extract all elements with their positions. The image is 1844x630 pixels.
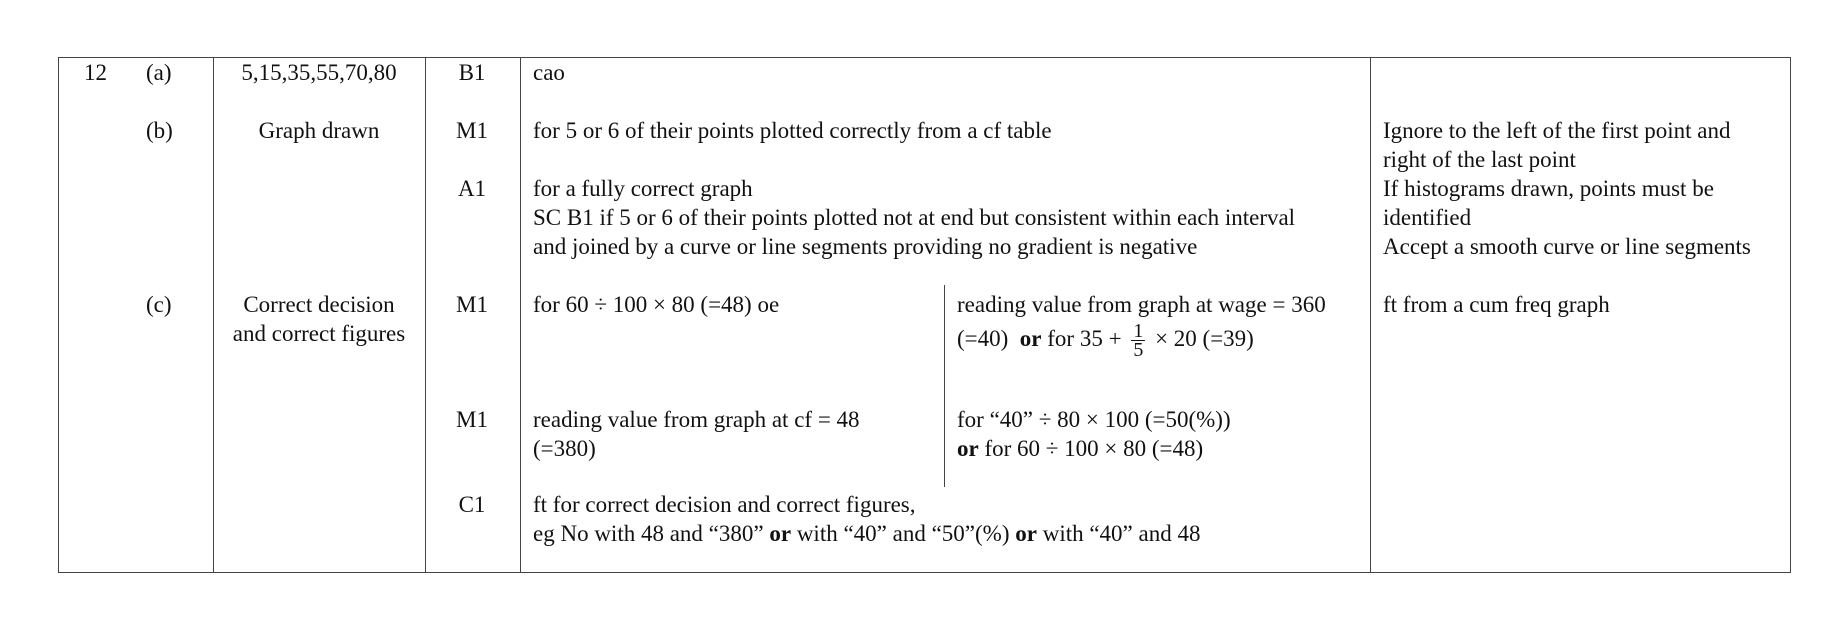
guidance-c-c1-line2: [533, 519, 1200, 548]
expression: for 60 ÷ 100 × 80 (=48): [984, 436, 1204, 461]
answer-c-line1: Correct decision: [243, 292, 395, 317]
or-keyword: or: [1019, 325, 1042, 351]
answer-b: Graph drawn: [258, 118, 380, 143]
guidance-c-m1-method2-line1: reading value from graph at wage = 360: [957, 292, 1326, 317]
guidance-c-c1-line1: ft for correct decision and correct figures,: [533, 492, 916, 517]
column-divider-mark: [425, 57, 426, 573]
guidance-b-m1: for 5 or 6 of their points plotted correctly from a cf table: [533, 118, 1052, 143]
mark-code-c-m1-first: M1: [456, 292, 488, 317]
notes-b-line2: right of the last point: [1383, 147, 1576, 172]
mark-code-b-a1: A1: [457, 176, 487, 201]
notes-b-line3: If histograms drawn, points must be: [1383, 176, 1714, 201]
mark-code-c-c1: C1: [458, 492, 486, 517]
answer-c-line2: and correct figures: [232, 321, 406, 346]
guidance-c-m1-method1: for 60 ÷ 100 × 80 (=48) oe: [533, 292, 780, 317]
notes-b-line1: Ignore to the left of the first point and: [1383, 118, 1731, 143]
or-keyword: or: [1015, 521, 1037, 546]
mark-code-c-m1-second: M1: [456, 407, 488, 432]
fraction-denominator: 5: [1133, 339, 1144, 361]
value-40: (=40): [957, 325, 1009, 351]
column-divider-answer: [213, 57, 214, 573]
guidance-a-b1: cao: [533, 60, 565, 85]
expression-part-2: × 20 (=39): [1155, 325, 1254, 351]
guidance-b-a1-line3: and joined by a curve or line segments providing no gradient is negative: [533, 234, 1198, 259]
guidance-b-a1-line1: for a fully correct graph: [533, 176, 753, 201]
example-part-3: with “40” and 48: [1042, 521, 1201, 546]
guidance-c-m1b-method1-line1: reading value from graph at cf = 48: [533, 407, 860, 432]
guidance-c-m1b-method2-line1: for “40” ÷ 80 × 100 (=50(%)): [957, 407, 1231, 432]
mark-code-a-b1: B1: [458, 60, 486, 85]
fraction-one-fifth: [1131, 322, 1145, 359]
alternative-methods-divider: [944, 285, 945, 487]
example-part-2: with “40” and “50”(%): [796, 521, 1010, 546]
mark-code-b-m1: M1: [456, 118, 488, 143]
notes-b-line5: Accept a smooth curve or line segments: [1383, 234, 1751, 259]
expression-part-1: for 35 +: [1047, 325, 1122, 351]
answer-a: 5,15,35,55,70,80: [241, 60, 397, 85]
fraction-numerator: 1: [1133, 320, 1144, 342]
question-number: 12: [84, 60, 107, 85]
column-divider-guidance: [520, 57, 521, 573]
part-label-c: (c): [146, 292, 172, 317]
guidance-c-m1b-method2-line2: [957, 434, 1203, 463]
notes-c-line1: ft from a cum freq graph: [1383, 292, 1610, 317]
column-divider-notes: [1370, 57, 1371, 573]
example-part-1: eg No with 48 and “380”: [533, 521, 764, 546]
or-keyword: or: [957, 436, 979, 461]
or-keyword: or: [769, 521, 792, 546]
guidance-b-a1-line2: SC B1 if 5 or 6 of their points plotted not at end but consistent within each interval: [533, 205, 1296, 230]
part-label-b: (b): [146, 118, 173, 143]
notes-b-line4: identified: [1383, 205, 1472, 230]
guidance-c-m1-method2-line2: [957, 322, 1254, 359]
part-label-a: (a): [146, 60, 172, 85]
guidance-c-m1b-method1-line2: (=380): [533, 436, 596, 461]
